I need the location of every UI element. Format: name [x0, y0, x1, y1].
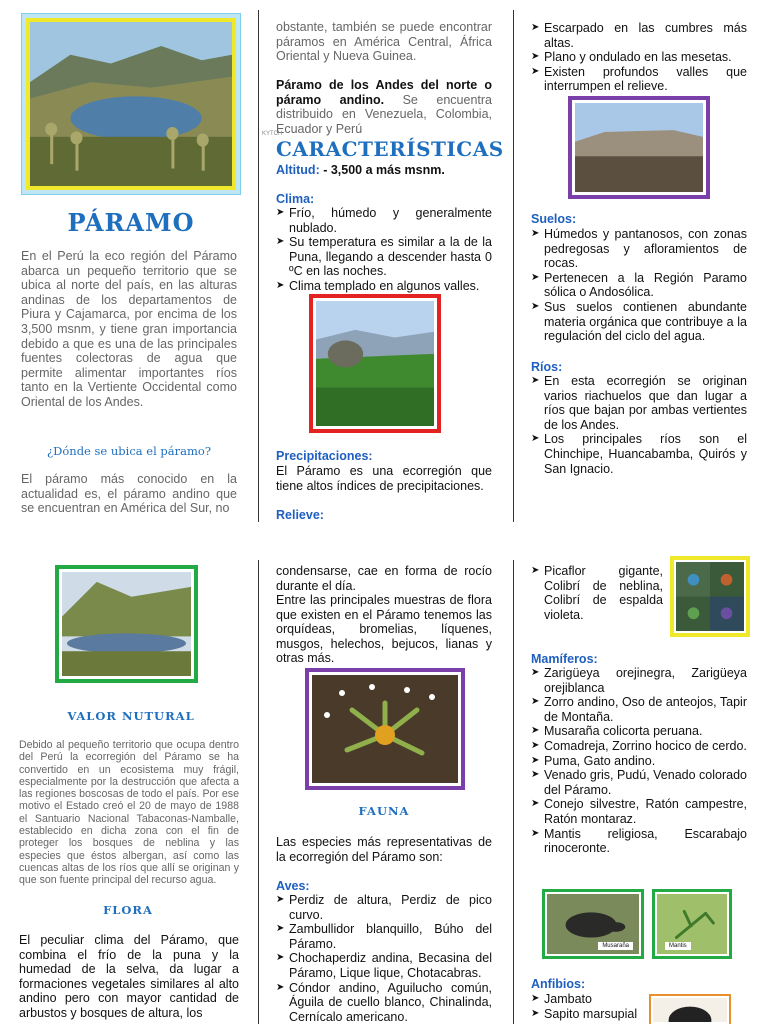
- mountain-lake-photo-frame: [55, 565, 198, 683]
- fauna-heading: FAUNA: [358, 804, 410, 818]
- paramo-plant-image: [312, 675, 458, 783]
- list-item: ➤ Picaflor gigante, Colibrí de neblina, Colibrí de espalda violeta.: [531, 564, 663, 622]
- list-item: ➤ En esta ecorregión se originan varios riachuelos que dan lugar a ríos que bajan por ambas vertientes de los Andes.: [531, 374, 747, 432]
- list-item: ➤ Plano y ondulado en las mesetas.: [531, 50, 747, 65]
- mamiferos-label: Mamíferos:: [531, 652, 598, 666]
- shrew-photo-frame: [542, 889, 644, 959]
- valley-photo-frame: [309, 294, 441, 433]
- clima-label: Clima:: [276, 192, 315, 206]
- frog-photo-frame: [649, 994, 731, 1024]
- intro-paragraph: En el Perú la eco región del Páramo abarca un pequeño territorio que se ubica al norte del país, en las alturas andinas de los departamentos de Piura y Cajamarca, por encima de los 3,500 msnm, y tiene gran importancia debido a que es una de las principales fuentes colectoras de agua que permite alimentar importantes ríos tanto en la Vertiente Occidental como Oriental de los Andes.: [21, 249, 237, 409]
- flora-heading: FLORA: [103, 903, 153, 917]
- fauna-intro: Las especies más representativas de la ecorregión del Páramo son:: [276, 835, 492, 864]
- aves-label: Aves:: [276, 879, 310, 893]
- location-question-heading: ¿Dónde se ubica el páramo?: [46, 444, 211, 458]
- relieve-list: [531, 21, 747, 94]
- watermark-label: KYTCH: [262, 131, 283, 137]
- plateau-photo-frame: [568, 96, 710, 199]
- column-divider: [258, 560, 259, 1024]
- aves-list: [276, 893, 492, 1024]
- list-item: ➤ Existen profundos valles que interrumpen el relieve.: [531, 65, 747, 94]
- list-item: ➤ Musaraña colicorta peruana.: [531, 724, 747, 739]
- list-item: ➤ Clima templado en algunos valles.: [276, 279, 492, 294]
- suelos-list: [531, 227, 747, 344]
- plant-photo-frame: [305, 668, 465, 790]
- page-title: PÁRAMO: [67, 208, 195, 237]
- valley-image: [316, 301, 434, 426]
- altitud-label: Altitud:: [276, 163, 320, 177]
- valor-natural-heading: VALOR NUTURAL: [67, 709, 195, 723]
- rios-label: Ríos:: [531, 360, 563, 374]
- list-item: ➤ Mantis religiosa, Escarabajo rinoceronte.: [531, 827, 747, 856]
- altitud-value: - 3,500 a más msnm.: [319, 163, 445, 177]
- andes-paramo-rest: Se encuentra distribuido en Venezuela, Colombia, Ecuador y Perú: [276, 92, 492, 136]
- list-item: ➤ Pertenecen a la Región Paramo sólica o Andosólica.: [531, 271, 747, 300]
- flora-species-text: Entre las principales muestras de flora que existen en el Páramo tenemos las orquídeas, bromelias, líquenes, musgos, helechos, bejucos, lianas y otras más.: [276, 593, 492, 666]
- list-item: ➤ Comadreja, Zorrino hocico de cerdo.: [531, 739, 747, 754]
- flora-continued-text: condensarse, cae en forma de rocío durante el día.: [276, 564, 492, 593]
- list-item: ➤ Zambullidor blanquillo, Búho del Páramo.: [276, 922, 492, 951]
- precipitaciones-text: El Páramo es una ecorregión que tiene altos índices de precipitaciones.: [276, 464, 492, 493]
- list-item: ➤ Venado gris, Pudú, Venado colorado del Páramo.: [531, 768, 747, 797]
- list-item: ➤ Zarigüeya orejinegra, Zarigüeya orejiblanca: [531, 666, 747, 695]
- mountain-lake-image: [62, 572, 191, 676]
- birds-photo-frame: [670, 556, 750, 637]
- suelos-label: Suelos:: [531, 212, 577, 226]
- list-item: ➤ Sus suelos contienen abundante materia orgánica que contribuye a la regulación del ciclo del agua.: [531, 300, 747, 344]
- column-divider: [258, 10, 259, 522]
- location-answer-paragraph: El páramo más conocido en la actualidad es, el páramo andino que se encuentran en América del Sur, no: [21, 472, 237, 516]
- rios-list: [531, 374, 747, 476]
- precipitaciones-label: Precipitaciones:: [276, 449, 373, 463]
- relieve-label: Relieve:: [276, 508, 324, 522]
- column-divider: [513, 560, 514, 1024]
- hummingbirds-image: [676, 562, 744, 631]
- list-item: ➤ Cóndor andino, Aguilucho común, Águila de cuello blanco, Chinalinda, Cernícalo americano.: [276, 981, 492, 1024]
- list-item: ➤ Perdiz de altura, Perdiz de pico curvo.: [276, 893, 492, 922]
- list-item: ➤ Su temperatura es similar a la de la Puna, llegando a descender hasta 0 ºC en las noches.: [276, 235, 492, 279]
- shrew-caption: Musaraña: [598, 942, 633, 950]
- column-divider: [513, 10, 514, 522]
- birds-list: [531, 564, 663, 622]
- list-item: ➤ Húmedos y pantanosos, con zonas pedregosas y afloramientos de rocas.: [531, 227, 747, 271]
- lake-photo-inner-frame: [26, 18, 236, 190]
- list-item: ➤ Zorro andino, Oso de anteojos, Tapir de Montaña.: [531, 695, 747, 724]
- anfibios-label: Anfibios:: [531, 977, 586, 991]
- list-item: ➤ Chochaperdiz andina, Becasina del Páramo, Lique lique, Chotacabras.: [276, 951, 492, 980]
- anfibios-list: [531, 992, 641, 1021]
- paramo-lake-image: [30, 22, 232, 186]
- list-item: ➤ Puma, Gato andino.: [531, 754, 747, 769]
- clima-list: [276, 206, 492, 294]
- caracteristicas-heading: CARACTERÍSTICAS: [276, 137, 504, 161]
- mantis-caption: Mantis: [665, 942, 691, 950]
- flora-text: El peculiar clima del Páramo, que combina el frío de la puna y la humedad de la selva, da lugar a formaciones vegetales similares al alto andino pero con mayor cantidad de arbustos y bosques de altura, los: [19, 933, 239, 1020]
- andes-paramo-bold: Páramo de los Andes del norte o páramo andino.: [276, 78, 492, 107]
- list-item: ➤ Jambato: [531, 992, 641, 1007]
- frog-image: [653, 998, 727, 1022]
- andes-paramo-paragraph: [276, 78, 492, 136]
- valor-natural-text: Debido al pequeño territorio que ocupa dentro del Perú la ecorregión del Páramo se ha convertido en un ecosistema muy frágil, especialmente por la destrucción que afecta a las regiones boscosas de todo el país. Por ese motivo el Estado creó el 20 de mayo de 1988 el Santuario Nacional Tabaconas-Namballe, establecido en dicha zona con el fin de proteger los bosques de neblina y las especies que éstos albergan, así como las cuencas altas de los ríos que allí se originan y que son fuente principal del recurso agua.: [19, 739, 239, 887]
- mamiferos-list: [531, 666, 747, 856]
- location-answer-continued: obstante, también se puede encontrar páramos en América Central, África Oriental y Nueva Guinea.: [276, 20, 492, 64]
- plateau-image: [575, 103, 703, 192]
- list-item: ➤ Escarpado en las cumbres más altas.: [531, 21, 747, 50]
- mantis-photo-frame: [652, 889, 732, 959]
- list-item: ➤ Frío, húmedo y generalmente nublado.: [276, 206, 492, 235]
- list-item: ➤ Los principales ríos son el Chinchipe, Huancabamba, Quirós y San Ignacio.: [531, 432, 747, 476]
- list-item: ➤ Conejo silvestre, Ratón campestre, Ratón montaraz.: [531, 797, 747, 826]
- altitud-line: [276, 163, 492, 178]
- lake-photo-outer-frame: [21, 13, 241, 195]
- list-item: ➤ Sapito marsupial: [531, 1007, 641, 1022]
